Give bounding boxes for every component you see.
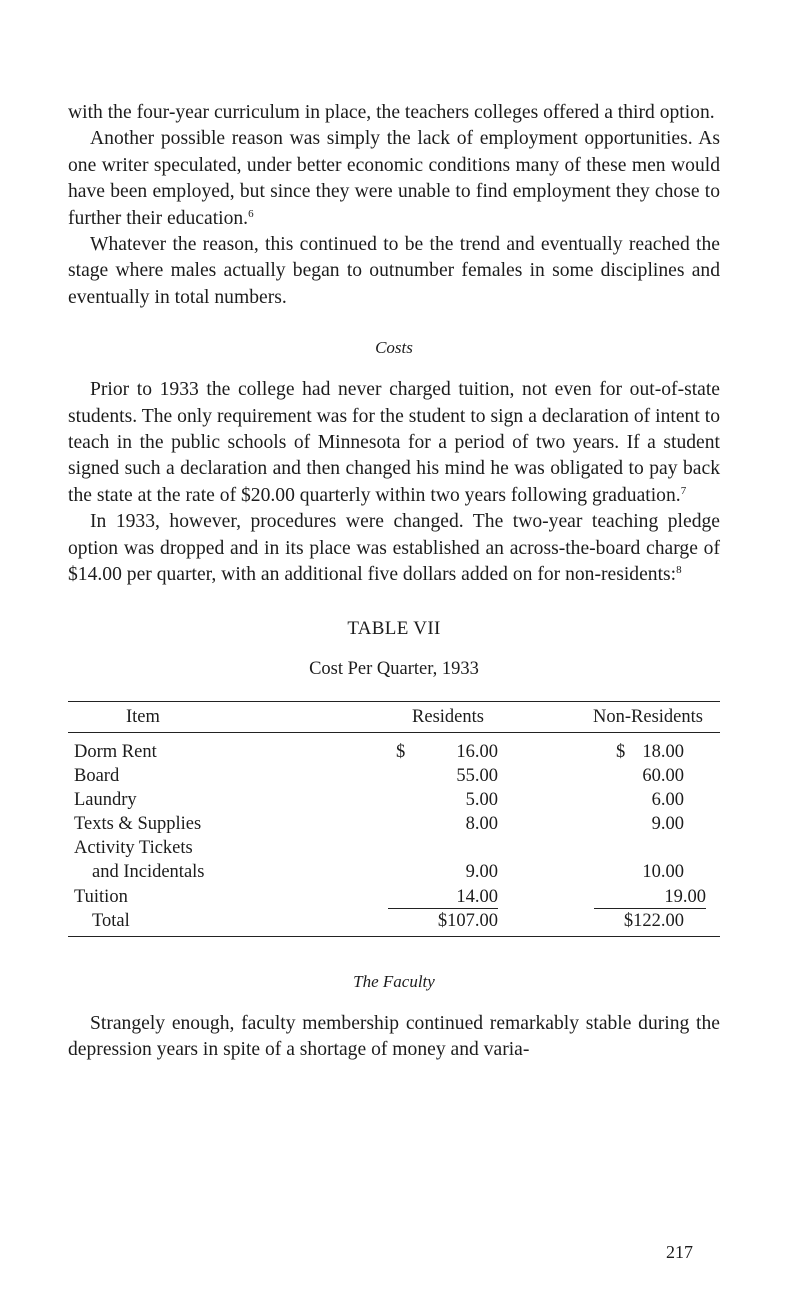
row-residents: 5.00 (465, 789, 498, 810)
row-item: Dorm Rent (74, 741, 157, 762)
table-row (68, 884, 720, 908)
row-residents: 8.00 (465, 814, 498, 835)
section-heading-costs: Costs (375, 338, 413, 358)
row-item: Tuition (74, 886, 128, 907)
row-item: Board (74, 765, 120, 786)
header-item: Item (126, 706, 160, 727)
paragraph-tuition-history: Prior to 1933 the college had never charged tuition, not even for out-of-state students. The only requirement was for the student to sign a declaration of intent to teach in the public schools of Minnesota for a period of two years. If a student signed such a declaration and then changed his mind he was obligated to pay back the state at the rate of $20.00 quarterly within two years following graduation.$^7$ (68, 379, 720, 506)
total-label: Total (92, 910, 130, 931)
currency-sign: $ (396, 741, 406, 762)
table-title: TABLE VII (347, 617, 441, 639)
paragraph-1933-changes: In 1933, however, procedures were changed. The two-year teaching pledge option was dropped and in its place was established an across-the-board charge of $14.00 per quarter, with an additional five dollars added on for non-residents:$^8$ (68, 511, 720, 586)
footnote-ref-8: 8 (676, 564, 682, 577)
table-row (68, 739, 720, 763)
row-nonresidents: 19.00 (594, 887, 706, 909)
row-item: Laundry (74, 789, 137, 810)
row-item: and Incidentals (92, 862, 205, 883)
row-item: Texts & Supplies (74, 814, 202, 835)
header-nonresidents: Non-Residents (593, 706, 703, 727)
footnote-ref-7: 7 (680, 484, 687, 497)
row-nonresidents: 10.00 (642, 862, 684, 883)
currency-sign: $ (616, 741, 626, 762)
row-item: Activity Tickets (74, 838, 193, 859)
paragraph-trend: Whatever the reason, this continued to be the trend and eventually reached the stage where males actually began to outnumber females in some disciplines and eventually in total numbers. (68, 234, 720, 308)
cost-table (68, 701, 720, 937)
table-row (68, 835, 720, 859)
row-nonresidents: 60.00 (642, 765, 684, 786)
table-header-row (68, 702, 720, 733)
total-nonresidents: $122.00 (623, 910, 684, 931)
table-subtitle: Cost Per Quarter, 1933 (309, 658, 479, 679)
paragraph-faculty: Strangely enough, faculty membership continued remarkably stable during the depression years in spite of a shortage of money and varia- (68, 1012, 720, 1061)
header-residents: Residents (412, 706, 484, 727)
total-residents: $107.00 (437, 910, 498, 931)
row-nonresidents: 6.00 (651, 789, 684, 810)
page-number: 217 (666, 1242, 693, 1262)
table-total-row (68, 908, 720, 936)
row-residents: 14.00 (388, 887, 498, 909)
row-residents: $ 16.00 (396, 741, 498, 762)
book-page (68, 100, 720, 1064)
paragraph-employment: Another possible reason was simply the lack of employment opportunities. As one writer speculated, under better economic conditions many of these men would have been employed, but since they were unable to find employment they chose to further their education.$^6$ (68, 128, 720, 229)
footnote-ref-6: 6 (248, 207, 254, 220)
section-heading-faculty: The Faculty (353, 971, 435, 991)
row-nonresidents: $ 18.00 (616, 741, 684, 762)
table-row (68, 787, 720, 811)
table-row (68, 811, 720, 835)
row-residents: 9.00 (465, 862, 498, 883)
row-nonresidents: 9.00 (651, 814, 684, 835)
paragraph-continuation: with the four-year curriculum in place, the teachers colleges offered a third option. (68, 102, 715, 123)
row-residents: 55.00 (456, 765, 498, 786)
table-row (68, 763, 720, 787)
table-row (68, 859, 720, 883)
